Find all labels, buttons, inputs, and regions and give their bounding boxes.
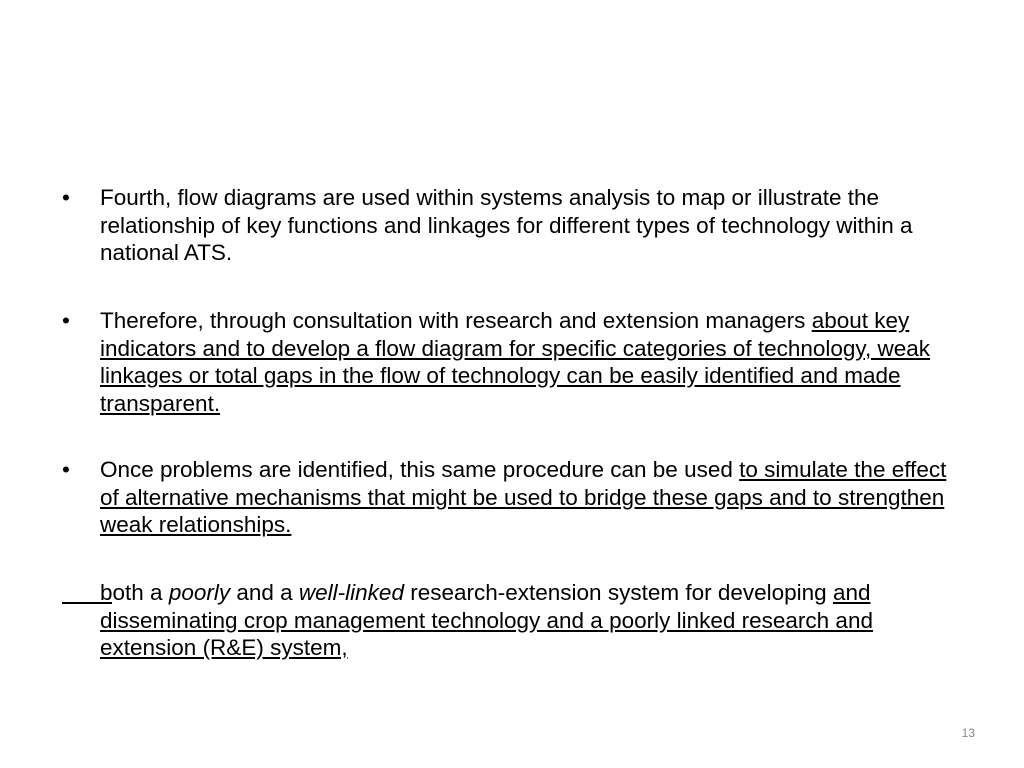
bullet-item bbox=[62, 184, 962, 267]
paragraph-text bbox=[100, 579, 962, 662]
final-paragraph bbox=[62, 579, 962, 662]
bullet-text bbox=[100, 307, 962, 417]
bullet-text-underlined: to simulate the effect of alternative mechanisms that might be used to bridge these gaps and to strengthen weak relationships. bbox=[100, 457, 947, 537]
bullet-marker: • bbox=[62, 308, 70, 333]
page-number: 13 bbox=[961, 726, 975, 740]
bullet-text-plain: Therefore, through consultation with research and extension managers bbox=[100, 308, 806, 333]
bullet-item bbox=[62, 456, 962, 539]
paragraph-text-italic: well-linked bbox=[298, 580, 404, 605]
bullet-text-plain: Fourth, flow diagrams are used within systems analysis to map or illustrate the relationship of key functions and linkages for different types of technology within a national ATS. bbox=[100, 185, 913, 265]
bullet-text bbox=[100, 456, 962, 539]
bullet-item bbox=[62, 307, 962, 417]
bullet-text bbox=[100, 184, 962, 267]
bullet-marker: • bbox=[62, 457, 70, 482]
paragraph-text-plain: research-extension system for developing bbox=[403, 580, 827, 605]
paragraph-text-plain: both a bbox=[100, 580, 169, 605]
bullet-text-plain: Once problems are identified, this same procedure can be used bbox=[100, 457, 733, 482]
bullet-marker: • bbox=[62, 185, 70, 210]
bullet-text-underlined: about key indicators and to develop a flow diagram for specific categories of technology, weak linkages or total gaps in the flow of technology can be easily identified and made transparent. bbox=[100, 308, 931, 416]
paragraph-text-underlined: and disseminating crop management technology and a poorly linked research and extension (R&E) system, bbox=[100, 580, 873, 660]
paragraph-text-plain: and a bbox=[230, 580, 299, 605]
paragraph-indent bbox=[62, 579, 100, 607]
paragraph-text-italic: poorly bbox=[168, 580, 231, 605]
